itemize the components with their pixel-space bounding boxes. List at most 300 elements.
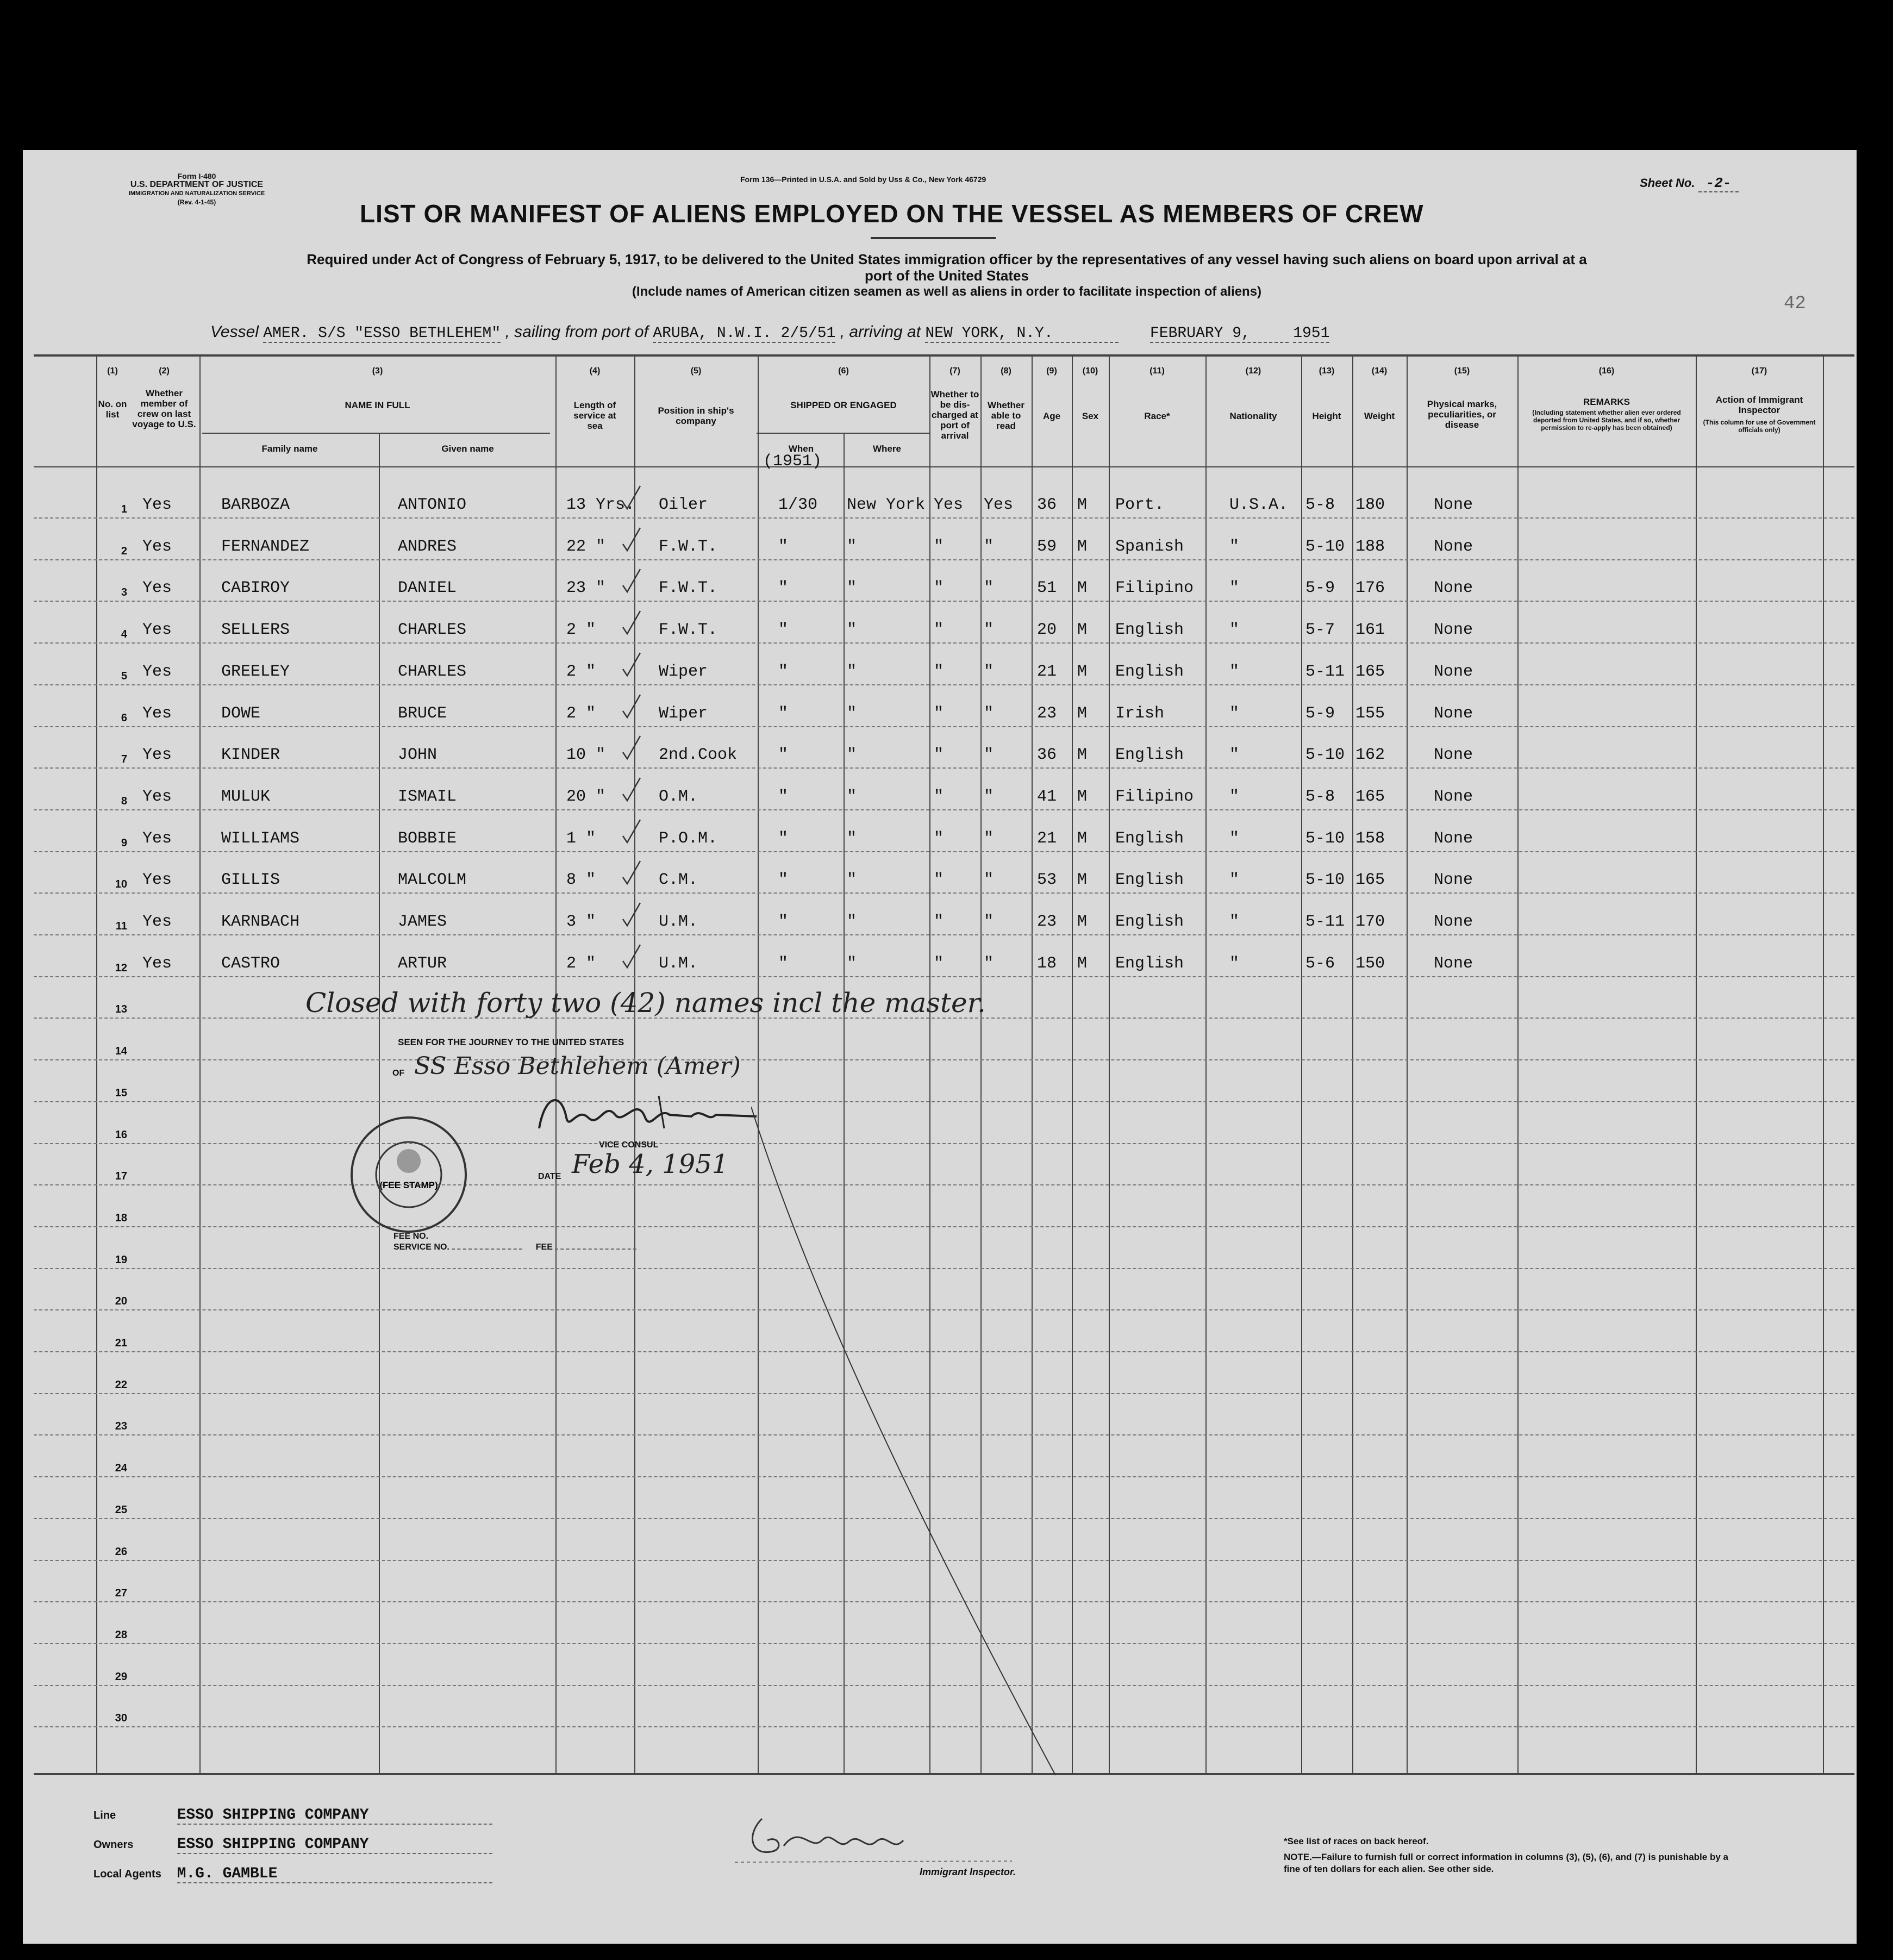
row-rule <box>34 892 1854 894</box>
of-label: OF <box>392 1069 405 1078</box>
cell-sex: M <box>1077 829 1088 848</box>
consular-seal-stamp <box>346 1112 471 1237</box>
cell-position: P.O.M. <box>659 829 718 848</box>
header-height: Height <box>1312 411 1341 421</box>
cell-race: English <box>1115 662 1184 681</box>
cell-last: Yes <box>142 579 172 598</box>
cell-discharged: " <box>934 746 944 765</box>
cell-marks: None <box>1434 787 1473 806</box>
cell-where: " <box>847 704 857 723</box>
cell-height: 5-10 <box>1305 746 1345 765</box>
row-number: 17 <box>115 1170 127 1183</box>
cell-read: " <box>984 746 994 765</box>
row-rule <box>34 684 1854 685</box>
cell-where: " <box>847 787 857 806</box>
cell-when: " <box>778 621 789 640</box>
cell-read: Yes <box>984 496 1014 514</box>
cell-discharged: " <box>934 787 944 806</box>
cell-age: 23 <box>1037 913 1057 931</box>
cell-nationality: " <box>1229 829 1240 848</box>
row-number: 18 <box>115 1212 127 1224</box>
cell-weight: 165 <box>1355 787 1385 806</box>
cell-when: " <box>778 787 789 806</box>
check-mark-icon <box>621 651 642 678</box>
cell-marks: None <box>1434 746 1473 765</box>
fine-note: NOTE.—Failure to furnish full or correct information in columns (3), (5), (6), and (7) is punishable by a fine of ten dollars for each alien. See other side. <box>1284 1852 1728 1874</box>
header-last-voyage: Whether member of crew on last voyage to U.S. <box>132 388 196 429</box>
cell-when: " <box>778 579 789 598</box>
cell-when: " <box>778 871 789 890</box>
cell-when: " <box>778 746 789 765</box>
row-number: 1 <box>121 503 127 515</box>
cell-race: Filipino <box>1115 787 1194 806</box>
col-rule <box>1407 355 1408 1774</box>
col-rule <box>1823 355 1824 1774</box>
header-inspector-action: Action of Immigrant Inspector <box>1715 395 1803 415</box>
subtitle-line-3: (Include names of American citizen seamen as well as aliens in order to facilitate inspection of aliens) <box>632 284 1262 299</box>
cell-when: " <box>778 537 789 556</box>
sailing-label: , sailing from port of <box>505 323 648 341</box>
cell-age: 36 <box>1037 746 1057 765</box>
cell-last: Yes <box>142 496 172 514</box>
cell-when: " <box>778 704 789 723</box>
cell-nationality: U.S.A. <box>1229 496 1289 514</box>
cell-family: KINDER <box>221 746 280 765</box>
arrival-year: 1951 <box>1293 325 1330 342</box>
cell-position: Wiper <box>659 662 708 681</box>
of-vessel-handwritten: SS Esso Bethlehem (Amer) <box>414 1052 741 1080</box>
cell-race: English <box>1115 746 1184 765</box>
cell-given: CHARLES <box>398 662 467 681</box>
page-mark: 42 <box>1784 294 1806 314</box>
row-rule <box>34 767 1854 769</box>
cell-weight: 170 <box>1355 913 1385 931</box>
check-mark-icon <box>621 484 642 511</box>
row-rule <box>34 851 1854 852</box>
cell-sex: M <box>1077 746 1088 765</box>
cell-weight: 180 <box>1355 496 1385 514</box>
check-mark-icon <box>621 526 642 553</box>
footer-line-row <box>93 1807 492 1825</box>
cell-given: DANIEL <box>398 579 457 598</box>
col-number: (6) <box>838 366 849 376</box>
col-number: (2) <box>159 366 170 376</box>
header-physical-marks: Physical marks, peculiarities, or disease <box>1427 399 1497 430</box>
cell-service: 3 " <box>566 913 596 931</box>
header-remarks-note: (Including statement whether alien ever ordered deported from United States, and if so, whether permission to re-apply has been obtained) <box>1532 409 1681 432</box>
header-remarks: REMARKS <box>1583 397 1630 407</box>
cell-read: " <box>984 579 994 598</box>
vessel-name: AMER. S/S "ESSO BETHLEHEM" <box>263 325 501 342</box>
cell-nationality: " <box>1229 913 1240 931</box>
cell-discharged: " <box>934 704 944 723</box>
form-number: Form I-480 <box>177 172 216 180</box>
cell-discharged: " <box>934 537 944 556</box>
vessel-label: Vessel <box>210 323 259 341</box>
inspector-label: Immigrant Inspector. <box>920 1867 1016 1877</box>
cell-family: CASTRO <box>221 954 280 973</box>
col-number: (3) <box>372 366 383 376</box>
form-subtitle <box>132 251 1762 300</box>
cell-family: WILLIAMS <box>221 829 300 848</box>
cell-marks: None <box>1434 579 1473 598</box>
cell-height: 5-7 <box>1305 621 1335 640</box>
cell-family: MULUK <box>221 787 271 806</box>
row-rule <box>34 976 1854 977</box>
cell-discharged: " <box>934 954 944 973</box>
cell-age: 20 <box>1037 621 1057 640</box>
cell-family: BARBOZA <box>221 496 290 514</box>
cell-age: 21 <box>1037 662 1057 681</box>
cell-given: ANDRES <box>398 537 457 556</box>
row-number: 29 <box>115 1670 127 1683</box>
cell-position: O.M. <box>659 787 698 806</box>
cell-service: 22 " <box>566 537 606 556</box>
cell-last: Yes <box>142 537 172 556</box>
arriving-label: , arriving at <box>840 323 921 341</box>
consul-date: Feb 4, 1951 <box>572 1149 729 1179</box>
cell-where: " <box>847 621 857 640</box>
col-number: (7) <box>949 366 960 376</box>
cell-given: BOBBIE <box>398 829 457 848</box>
service-fee-line <box>393 1243 636 1252</box>
cell-marks: None <box>1434 913 1473 931</box>
sailing-port: ARUBA, N.W.I. 2/5/51 <box>653 325 836 342</box>
vice-consul-signature <box>528 1085 767 1139</box>
line-label: Line <box>93 1809 116 1821</box>
cell-height: 5-10 <box>1305 829 1345 848</box>
row-number: 11 <box>115 920 127 932</box>
header-name-in-full: NAME IN FULL <box>345 400 410 410</box>
cell-marks: None <box>1434 704 1473 723</box>
cell-family: GREELEY <box>221 662 290 681</box>
header-inspector-note: (This column for use of Government officials only) <box>1703 419 1816 434</box>
check-mark-icon <box>621 942 642 970</box>
check-mark-icon <box>621 776 642 803</box>
cell-given: ARTUR <box>398 954 447 973</box>
cell-age: 18 <box>1037 954 1057 973</box>
cell-read: " <box>984 537 994 556</box>
cell-service: 2 " <box>566 662 596 681</box>
cell-marks: None <box>1434 537 1473 556</box>
cell-weight: 150 <box>1355 954 1385 973</box>
cell-position: U.M. <box>659 913 698 931</box>
row-number: 19 <box>115 1253 127 1266</box>
service-name: IMMIGRATION AND NATURALIZATION SERVICE <box>128 190 265 197</box>
agents-value: M.G. GAMBLE <box>177 1865 492 1883</box>
cell-last: Yes <box>142 829 172 848</box>
row-number: 9 <box>121 837 127 849</box>
cell-family: DOWE <box>221 704 261 723</box>
cell-sex: M <box>1077 871 1088 890</box>
cell-family: GILLIS <box>221 871 280 890</box>
cell-service: 2 " <box>566 621 596 640</box>
closing-note: Closed with forty two (42) names incl the master. <box>305 987 986 1019</box>
cell-service: 8 " <box>566 871 596 890</box>
seen-line: SEEN FOR THE JOURNEY TO THE UNITED STATES <box>398 1037 624 1047</box>
row-rule <box>34 642 1854 644</box>
check-mark-icon <box>621 859 642 886</box>
cell-service: 13 Yrs. <box>566 496 635 514</box>
col-number: (1) <box>107 366 118 376</box>
row-number: 21 <box>115 1337 127 1349</box>
cell-age: 59 <box>1037 537 1057 556</box>
date-label: DATE <box>538 1172 561 1181</box>
header-age: Age <box>1042 411 1061 421</box>
cell-height: 5-9 <box>1305 704 1335 723</box>
cell-last: Yes <box>142 871 172 890</box>
when-year: (1951) <box>763 452 822 471</box>
cell-read: " <box>984 913 994 931</box>
check-mark-icon <box>621 734 642 761</box>
cell-given: ISMAIL <box>398 787 457 806</box>
cell-position: Oiler <box>659 496 708 514</box>
cell-race: English <box>1115 913 1184 931</box>
cell-sex: M <box>1077 579 1088 598</box>
cell-family: CABIROY <box>221 579 290 598</box>
cell-position: F.W.T. <box>659 537 718 556</box>
cell-read: " <box>984 621 994 640</box>
header-given-name: Given name <box>441 444 494 454</box>
cell-age: 21 <box>1037 829 1057 848</box>
cell-sex: M <box>1077 662 1088 681</box>
row-rule <box>34 726 1854 727</box>
footer-owners-row <box>93 1836 492 1854</box>
cell-sex: M <box>1077 787 1088 806</box>
row-number: 16 <box>115 1128 127 1141</box>
row-number: 30 <box>115 1712 127 1725</box>
cell-weight: 155 <box>1355 704 1385 723</box>
header-length-of-service: Length of service at sea <box>573 400 616 431</box>
col-rule <box>1301 355 1302 1774</box>
col-number: (10) <box>1082 366 1098 376</box>
cell-race: English <box>1115 871 1184 890</box>
cell-height: 5-6 <box>1305 954 1335 973</box>
cell-sex: M <box>1077 537 1088 556</box>
col-number: (15) <box>1454 366 1470 376</box>
header-when: When <box>788 444 814 454</box>
fee-no-label: FEE NO. <box>393 1232 429 1241</box>
cell-service: 2 " <box>566 704 596 723</box>
owners-label: Owners <box>93 1839 134 1851</box>
header-position: Position in ship's company <box>658 405 734 426</box>
check-mark-icon <box>621 692 642 720</box>
subtitle-line-1: Required under Act of Congress of February 5, 1917, to be delivered to the United States immigration officer by the representatives of any vessel having such aliens on board upon arrival at a <box>307 251 1587 267</box>
title-rule <box>871 237 996 239</box>
cell-nationality: " <box>1229 579 1240 598</box>
cell-nationality: " <box>1229 704 1240 723</box>
cell-family: SELLERS <box>221 621 290 640</box>
subtitle-line-2: port of the United States <box>865 267 1029 284</box>
cell-nationality: " <box>1229 621 1240 640</box>
col-number: (12) <box>1245 366 1261 376</box>
row-rule <box>34 601 1854 602</box>
cell-marks: None <box>1434 871 1473 890</box>
cell-height: 5-10 <box>1305 871 1345 890</box>
cell-last: Yes <box>142 787 172 806</box>
cell-height: 5-10 <box>1305 537 1345 556</box>
header-discharged: Whether to be dis-charged at port of arrival <box>930 389 979 441</box>
cell-weight: 162 <box>1355 746 1385 765</box>
fee-label: FEE <box>535 1243 553 1252</box>
cell-when: 1/30 <box>778 496 818 514</box>
col-number: (13) <box>1319 366 1335 376</box>
check-mark-icon <box>621 901 642 928</box>
cell-where: " <box>847 829 857 848</box>
cell-where: " <box>847 579 857 598</box>
row-rule <box>34 1059 1854 1060</box>
cell-age: 41 <box>1037 787 1057 806</box>
row-number: 26 <box>115 1545 127 1558</box>
printer-note: Form 136—Printed in U.S.A. and Sold by Uss & Co., New York 46729 <box>740 175 986 184</box>
cell-race: English <box>1115 829 1184 848</box>
vessel-line <box>210 323 1329 342</box>
cell-last: Yes <box>142 913 172 931</box>
cell-position: Wiper <box>659 704 708 723</box>
row-number: 20 <box>115 1295 127 1308</box>
cell-race: English <box>1115 954 1184 973</box>
cell-where: " <box>847 954 857 973</box>
col-rule <box>199 355 201 1774</box>
header-race: Race* <box>1144 411 1170 421</box>
cell-height: 5-9 <box>1305 579 1335 598</box>
cell-weight: 188 <box>1355 537 1385 556</box>
cell-given: MALCOLM <box>398 871 467 890</box>
cell-weight: 165 <box>1355 871 1385 890</box>
header-able-to-read: Whether able to read <box>988 400 1024 431</box>
col-rule <box>379 433 380 1774</box>
cell-family: KARNBACH <box>221 913 300 931</box>
header-shipped-or-engaged: SHIPPED OR ENGAGED <box>790 400 897 410</box>
form-title: LIST OR MANIFEST OF ALIENS EMPLOYED ON THE VESSEL AS MEMBERS OF CREW <box>360 199 1424 228</box>
cell-nationality: " <box>1229 537 1240 556</box>
cell-discharged: Yes <box>934 496 964 514</box>
cell-when: " <box>778 954 789 973</box>
cell-position: U.M. <box>659 954 698 973</box>
cell-last: Yes <box>142 704 172 723</box>
cell-service: 23 " <box>566 579 606 598</box>
cell-marks: None <box>1434 621 1473 640</box>
header-where: Where <box>873 444 901 454</box>
cell-service: 2 " <box>566 954 596 973</box>
row-number: 6 <box>121 711 127 724</box>
col-number: (17) <box>1751 366 1767 376</box>
arriving-port: NEW YORK, N.Y. <box>925 325 1118 343</box>
cell-weight: 176 <box>1355 579 1385 598</box>
col-number: (16) <box>1598 366 1615 376</box>
row-number: 2 <box>121 545 127 557</box>
sheet-number <box>1640 175 1739 191</box>
cell-height: 5-11 <box>1305 913 1345 931</box>
cell-last: Yes <box>142 746 172 765</box>
cell-discharged: " <box>934 913 944 931</box>
row-number: 24 <box>115 1462 127 1475</box>
cell-position: 2nd.Cook <box>659 746 738 765</box>
owners-value: ESSO SHIPPING COMPANY <box>177 1836 492 1854</box>
col-rule <box>96 355 97 1774</box>
cell-height: 5-8 <box>1305 496 1335 514</box>
cell-sex: M <box>1077 954 1088 973</box>
agents-label: Local Agents <box>93 1868 161 1880</box>
cell-when: " <box>778 829 789 848</box>
row-number: 13 <box>115 1003 127 1016</box>
cell-nationality: " <box>1229 662 1240 681</box>
row-number: 7 <box>121 753 127 766</box>
cell-read: " <box>984 829 994 848</box>
sheet-value: -2- <box>1698 175 1739 192</box>
cell-marks: None <box>1434 954 1473 973</box>
cell-where: New York <box>847 496 926 514</box>
row-number: 28 <box>115 1628 127 1641</box>
cell-given: ANTONIO <box>398 496 467 514</box>
cell-last: Yes <box>142 954 172 973</box>
stamp-label: (FEE STAMP) <box>379 1180 438 1190</box>
check-mark-icon <box>621 567 642 594</box>
header-no-on-list: No. on list <box>98 399 127 420</box>
cell-weight: 158 <box>1355 829 1385 848</box>
sheet-label: Sheet No. <box>1640 176 1695 190</box>
header-weight: Weight <box>1364 411 1395 421</box>
cell-discharged: " <box>934 579 944 598</box>
cell-race: Port. <box>1115 496 1165 514</box>
cell-where: " <box>847 871 857 890</box>
row-number: 5 <box>121 670 127 682</box>
cell-discharged: " <box>934 829 944 848</box>
cell-position: C.M. <box>659 871 698 890</box>
check-mark-icon <box>621 817 642 845</box>
col-rule <box>1072 355 1073 1774</box>
row-rule <box>34 1101 1854 1102</box>
cell-nationality: " <box>1229 746 1240 765</box>
cell-given: JOHN <box>398 746 438 765</box>
col-rule <box>1696 355 1697 1774</box>
form-id-block <box>104 172 289 207</box>
row-number: 8 <box>121 795 127 807</box>
row-number: 23 <box>115 1420 127 1433</box>
cell-service: 20 " <box>566 787 606 806</box>
cell-where: " <box>847 537 857 556</box>
cell-age: 51 <box>1037 579 1057 598</box>
check-mark-icon <box>621 609 642 636</box>
cell-discharged: " <box>934 621 944 640</box>
arrival-date: FEBRUARY 9, <box>1150 325 1289 343</box>
cell-given: CHARLES <box>398 621 467 640</box>
col-rule <box>1517 355 1519 1774</box>
cell-weight: 165 <box>1355 662 1385 681</box>
cell-marks: None <box>1434 496 1473 514</box>
row-rule <box>34 517 1854 519</box>
department-name: U.S. DEPARTMENT OF JUSTICE <box>130 180 264 189</box>
cell-sex: M <box>1077 621 1088 640</box>
cell-nationality: " <box>1229 954 1240 973</box>
header-sex: Sex <box>1082 411 1099 421</box>
cell-height: 5-8 <box>1305 787 1335 806</box>
row-number: 10 <box>115 878 127 891</box>
inspector-signature <box>729 1802 1023 1873</box>
cell-race: Spanish <box>1115 537 1184 556</box>
cell-position: F.W.T. <box>659 579 718 598</box>
cell-service: 10 " <box>566 746 606 765</box>
col-number: (5) <box>690 366 702 376</box>
col-rule <box>1109 355 1110 1774</box>
cell-where: " <box>847 913 857 931</box>
cell-race: Filipino <box>1115 579 1194 598</box>
cell-nationality: " <box>1229 787 1240 806</box>
cell-race: English <box>1115 621 1184 640</box>
col-number: (8) <box>1001 366 1011 376</box>
form-revision: (Rev. 4-1-45) <box>177 198 216 206</box>
cell-given: JAMES <box>398 913 447 931</box>
